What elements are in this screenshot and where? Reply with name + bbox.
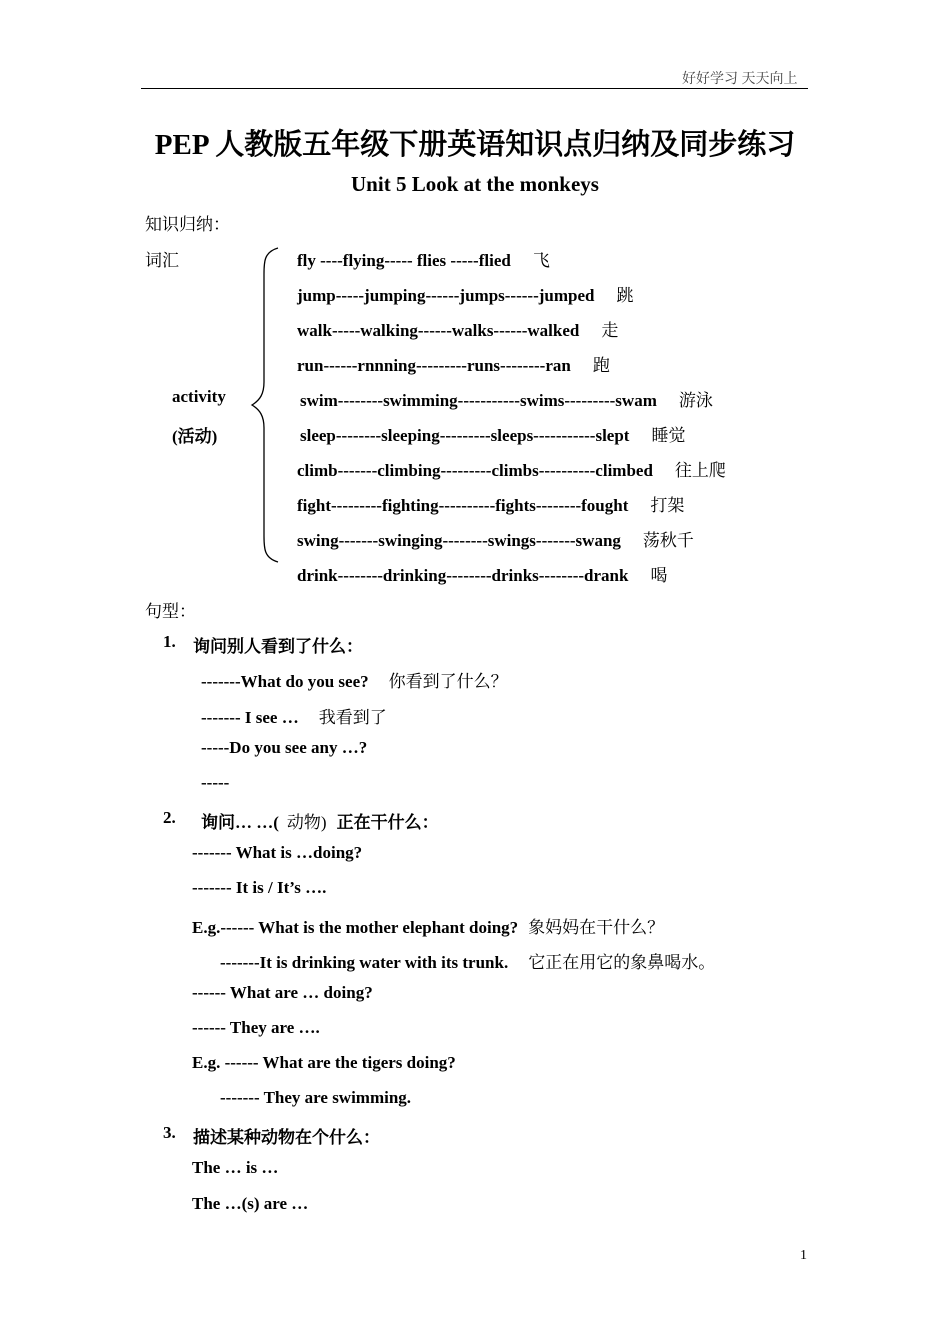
document-subtitle: Unit 5 Look at the monkeys bbox=[351, 172, 599, 196]
pattern-2-number: 2. bbox=[163, 808, 176, 827]
pattern-2-line bbox=[192, 913, 664, 938]
pattern-1-line-zh: 我看到了 bbox=[318, 708, 387, 727]
vocab-meaning: 游泳 bbox=[678, 391, 713, 410]
knowledge-heading: 知识归纳： bbox=[145, 215, 230, 234]
vocab-row bbox=[297, 456, 726, 481]
vocab-category-zh: (活动) bbox=[172, 427, 218, 446]
vocab-row bbox=[297, 561, 667, 586]
pattern-2-line: ------- It is / It’s …. bbox=[192, 878, 327, 897]
pattern-2-title-a: 询问… …( bbox=[201, 813, 279, 832]
vocab-forms: walk-----walking------walks------walked bbox=[297, 321, 580, 340]
pattern-3-title: 描述某种动物在个什么： bbox=[193, 1128, 380, 1147]
pattern-1-line-en: -------What do you see? bbox=[201, 672, 369, 691]
vocab-forms: climb-------climbing---------climbs----------climbed bbox=[297, 461, 653, 480]
vocab-row bbox=[297, 316, 618, 341]
pattern-1-number: 1. bbox=[163, 632, 176, 651]
vocab-forms: fly ----flying----- flies -----flied bbox=[297, 251, 511, 270]
pattern-1-line: -----Do you see any …? bbox=[201, 738, 368, 757]
vocab-meaning: 睡觉 bbox=[651, 426, 686, 445]
document-title: PEP 人教版五年级下册英语知识点归纳及同步练习 bbox=[154, 129, 796, 161]
pattern-1-title: 询问别人看到了什么： bbox=[193, 637, 363, 656]
pattern-2-line-en: E.g.------ What is the mother elephant doing? bbox=[192, 918, 519, 937]
vocab-row bbox=[300, 386, 713, 411]
vocab-meaning: 飞 bbox=[532, 251, 550, 270]
vocab-meaning: 走 bbox=[601, 321, 619, 340]
pattern-1-line-zh: 你看到了什么？ bbox=[388, 672, 508, 691]
patterns-heading: 句型： bbox=[145, 602, 196, 621]
vocab-meaning: 喝 bbox=[650, 566, 668, 585]
pattern-2-line: E.g. ------ What are the tigers doing? bbox=[192, 1053, 456, 1072]
pattern-1-line bbox=[201, 703, 387, 728]
vocab-meaning: 打架 bbox=[650, 496, 685, 515]
pattern-2-title-c: 正在干什么： bbox=[336, 813, 439, 832]
vocab-forms: sleep--------sleeping---------sleeps-----------slept bbox=[300, 426, 630, 445]
curly-brace bbox=[248, 244, 282, 566]
vocab-row bbox=[297, 526, 694, 551]
vocab-forms: run------rnnning---------runs--------ran bbox=[297, 356, 571, 375]
pattern-2-title bbox=[201, 808, 439, 833]
pattern-2-line bbox=[220, 948, 715, 973]
vocab-row bbox=[297, 351, 610, 376]
vocab-forms: swing-------swinging--------swings-------swang bbox=[297, 531, 621, 550]
vocab-row bbox=[297, 246, 550, 271]
pattern-1-line: ----- bbox=[201, 773, 230, 792]
pattern-2-line: ------- They are swimming. bbox=[220, 1088, 412, 1107]
pattern-2-line: ------ They are …. bbox=[192, 1018, 320, 1037]
vocab-forms: fight---------fighting----------fights--------fought bbox=[297, 496, 629, 515]
vocab-meaning: 往上爬 bbox=[674, 461, 726, 480]
pattern-2-line: ------- What is …doing? bbox=[192, 843, 363, 862]
vocab-forms: drink--------drinking--------drinks--------drank bbox=[297, 566, 629, 585]
vocab-row bbox=[300, 421, 685, 446]
pattern-2-line-en: -------It is drinking water with its trunk. bbox=[220, 953, 509, 972]
vocab-meaning: 跳 bbox=[616, 286, 634, 305]
vocab-meaning: 荡秋千 bbox=[642, 531, 694, 550]
pattern-2-line: ------ What are … doing? bbox=[192, 983, 373, 1002]
pattern-3-number: 3. bbox=[163, 1123, 176, 1142]
pattern-2-line-zh: 象妈妈在干什么？ bbox=[528, 918, 665, 937]
pattern-3-line: The … is … bbox=[192, 1158, 279, 1177]
vocab-row bbox=[297, 491, 684, 516]
header-rule bbox=[141, 88, 808, 89]
vocab-row bbox=[297, 281, 633, 306]
pattern-2-line-zh: 它正在用它的象鼻喝水。 bbox=[528, 953, 716, 972]
pattern-1-line bbox=[201, 667, 508, 692]
pattern-2-title-b: 动物) bbox=[286, 813, 327, 832]
vocab-forms: jump-----jumping------jumps------jumped bbox=[297, 286, 595, 305]
pattern-3-line: The …(s) are … bbox=[192, 1194, 309, 1213]
vocab-label: 词汇 bbox=[145, 251, 179, 270]
vocab-meaning: 跑 bbox=[592, 356, 610, 375]
vocab-forms: swim--------swimming-----------swims---------swam bbox=[300, 391, 657, 410]
page-number: 1 bbox=[800, 1248, 807, 1263]
header-motto: 好好学习 天天向上 bbox=[682, 72, 798, 87]
pattern-1-line-en: ------- I see … bbox=[201, 708, 299, 727]
vocab-category-en: activity bbox=[172, 387, 226, 406]
